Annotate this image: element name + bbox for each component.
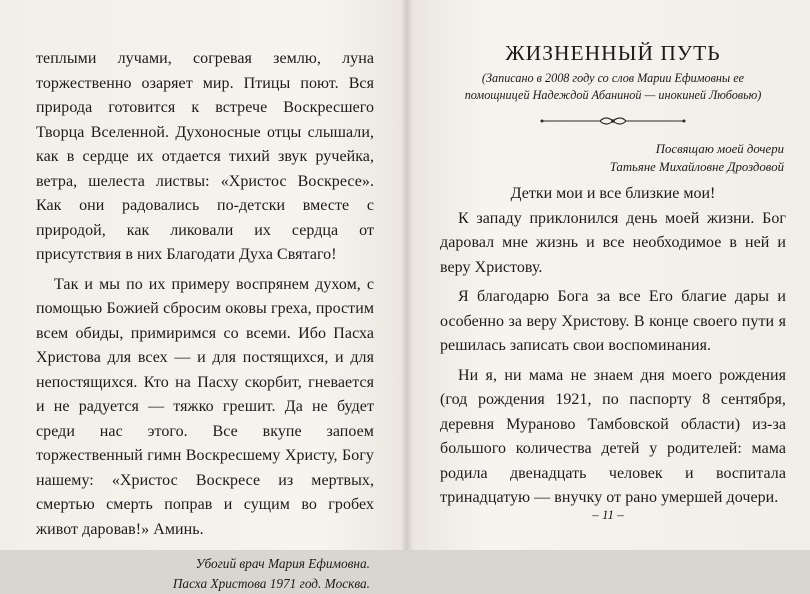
signature-block [36,554,374,594]
left-paragraph-1: теплыми лучами, согревая землю, луна торжественно озаряет мир. Птицы поют. Вся природа готовится к встрече Воскресшего Творца Вселенной. Духоносные отцы слышали, как в сердце их отдается тихий звук ручейка, ветра, шелеста листвы: «Христос Воскресе». Как они радовались по-детски вместе с природой, как ликовали их сердца от присутствия в них Благодати Духа Святаго! [36,50,374,263]
right-paragraph-1: К западу приклонился день моей жизни. Бог даровал мне жизнь и все необходимое в ней и веру Христову. [440,209,786,276]
left-text-column [36,47,374,594]
ornament-divider-icon [538,114,688,128]
subtitle-line-2: помощницей Надеждой Абаниной — инокиней Любовью) [464,88,762,102]
left-page [0,0,404,591]
right-text-column [440,40,786,511]
right-paragraph-2: Я благодарю Бога за все Его благие дары и особенно за веру Христову. В конце своего пути я решилась записать свои воспоминания. [440,288,786,354]
right-page [406,0,810,550]
dedication-line-2: Татьяне Михайловне Дроздовой [609,160,784,174]
signature-line-author: Убогий врач Мария Ефимовна. [195,556,370,571]
left-paragraph-2: Так и мы по их примеру воспрянем духом, с помощью Божией сбросим оковы греха, простим всем обиды, примиримся со всеми. Ибо Пасха Христова для всех — и для постящихся, и для непостящихся. Кто на Пасху скорбит, гневается и не радуется — тяжко грешит. Да не будет среди нас этого. Все вкупе запоем торжественный гимн Воскресшему Христу, Богу нашему: «Христос Воскресе из мертвых, смертью смерть поправ и сущим во гробех живот даровав!» Аминь. [36,275,374,538]
dedication [440,140,784,176]
subtitle-line-1: (Записано в 2008 году со слов Марии Ефимовны ее [481,71,745,85]
greeting-line: Детки мои и все близкие мои! [510,185,716,202]
dedication-line-1: Посвящаю моей дочери [655,142,784,156]
page-number: – 11 – [592,507,624,522]
signature-line-date: Пасха Христова 1971 год. Москва. [172,576,370,591]
chapter-title: ЖИЗНЕННЫЙ ПУТЬ [505,41,721,65]
right-paragraph-3: Ни я, ни мама не знаем дня моего рождения (год рождения 1921, по паспорту 8 сентября, деревня Мураново Тамбовской области) из-за большого количества детей у родителей: мама родила двенадцать человек и воспитала тринадцатую — внучку от рано умершей дочери. [440,366,786,506]
chapter-subtitle [440,70,786,104]
